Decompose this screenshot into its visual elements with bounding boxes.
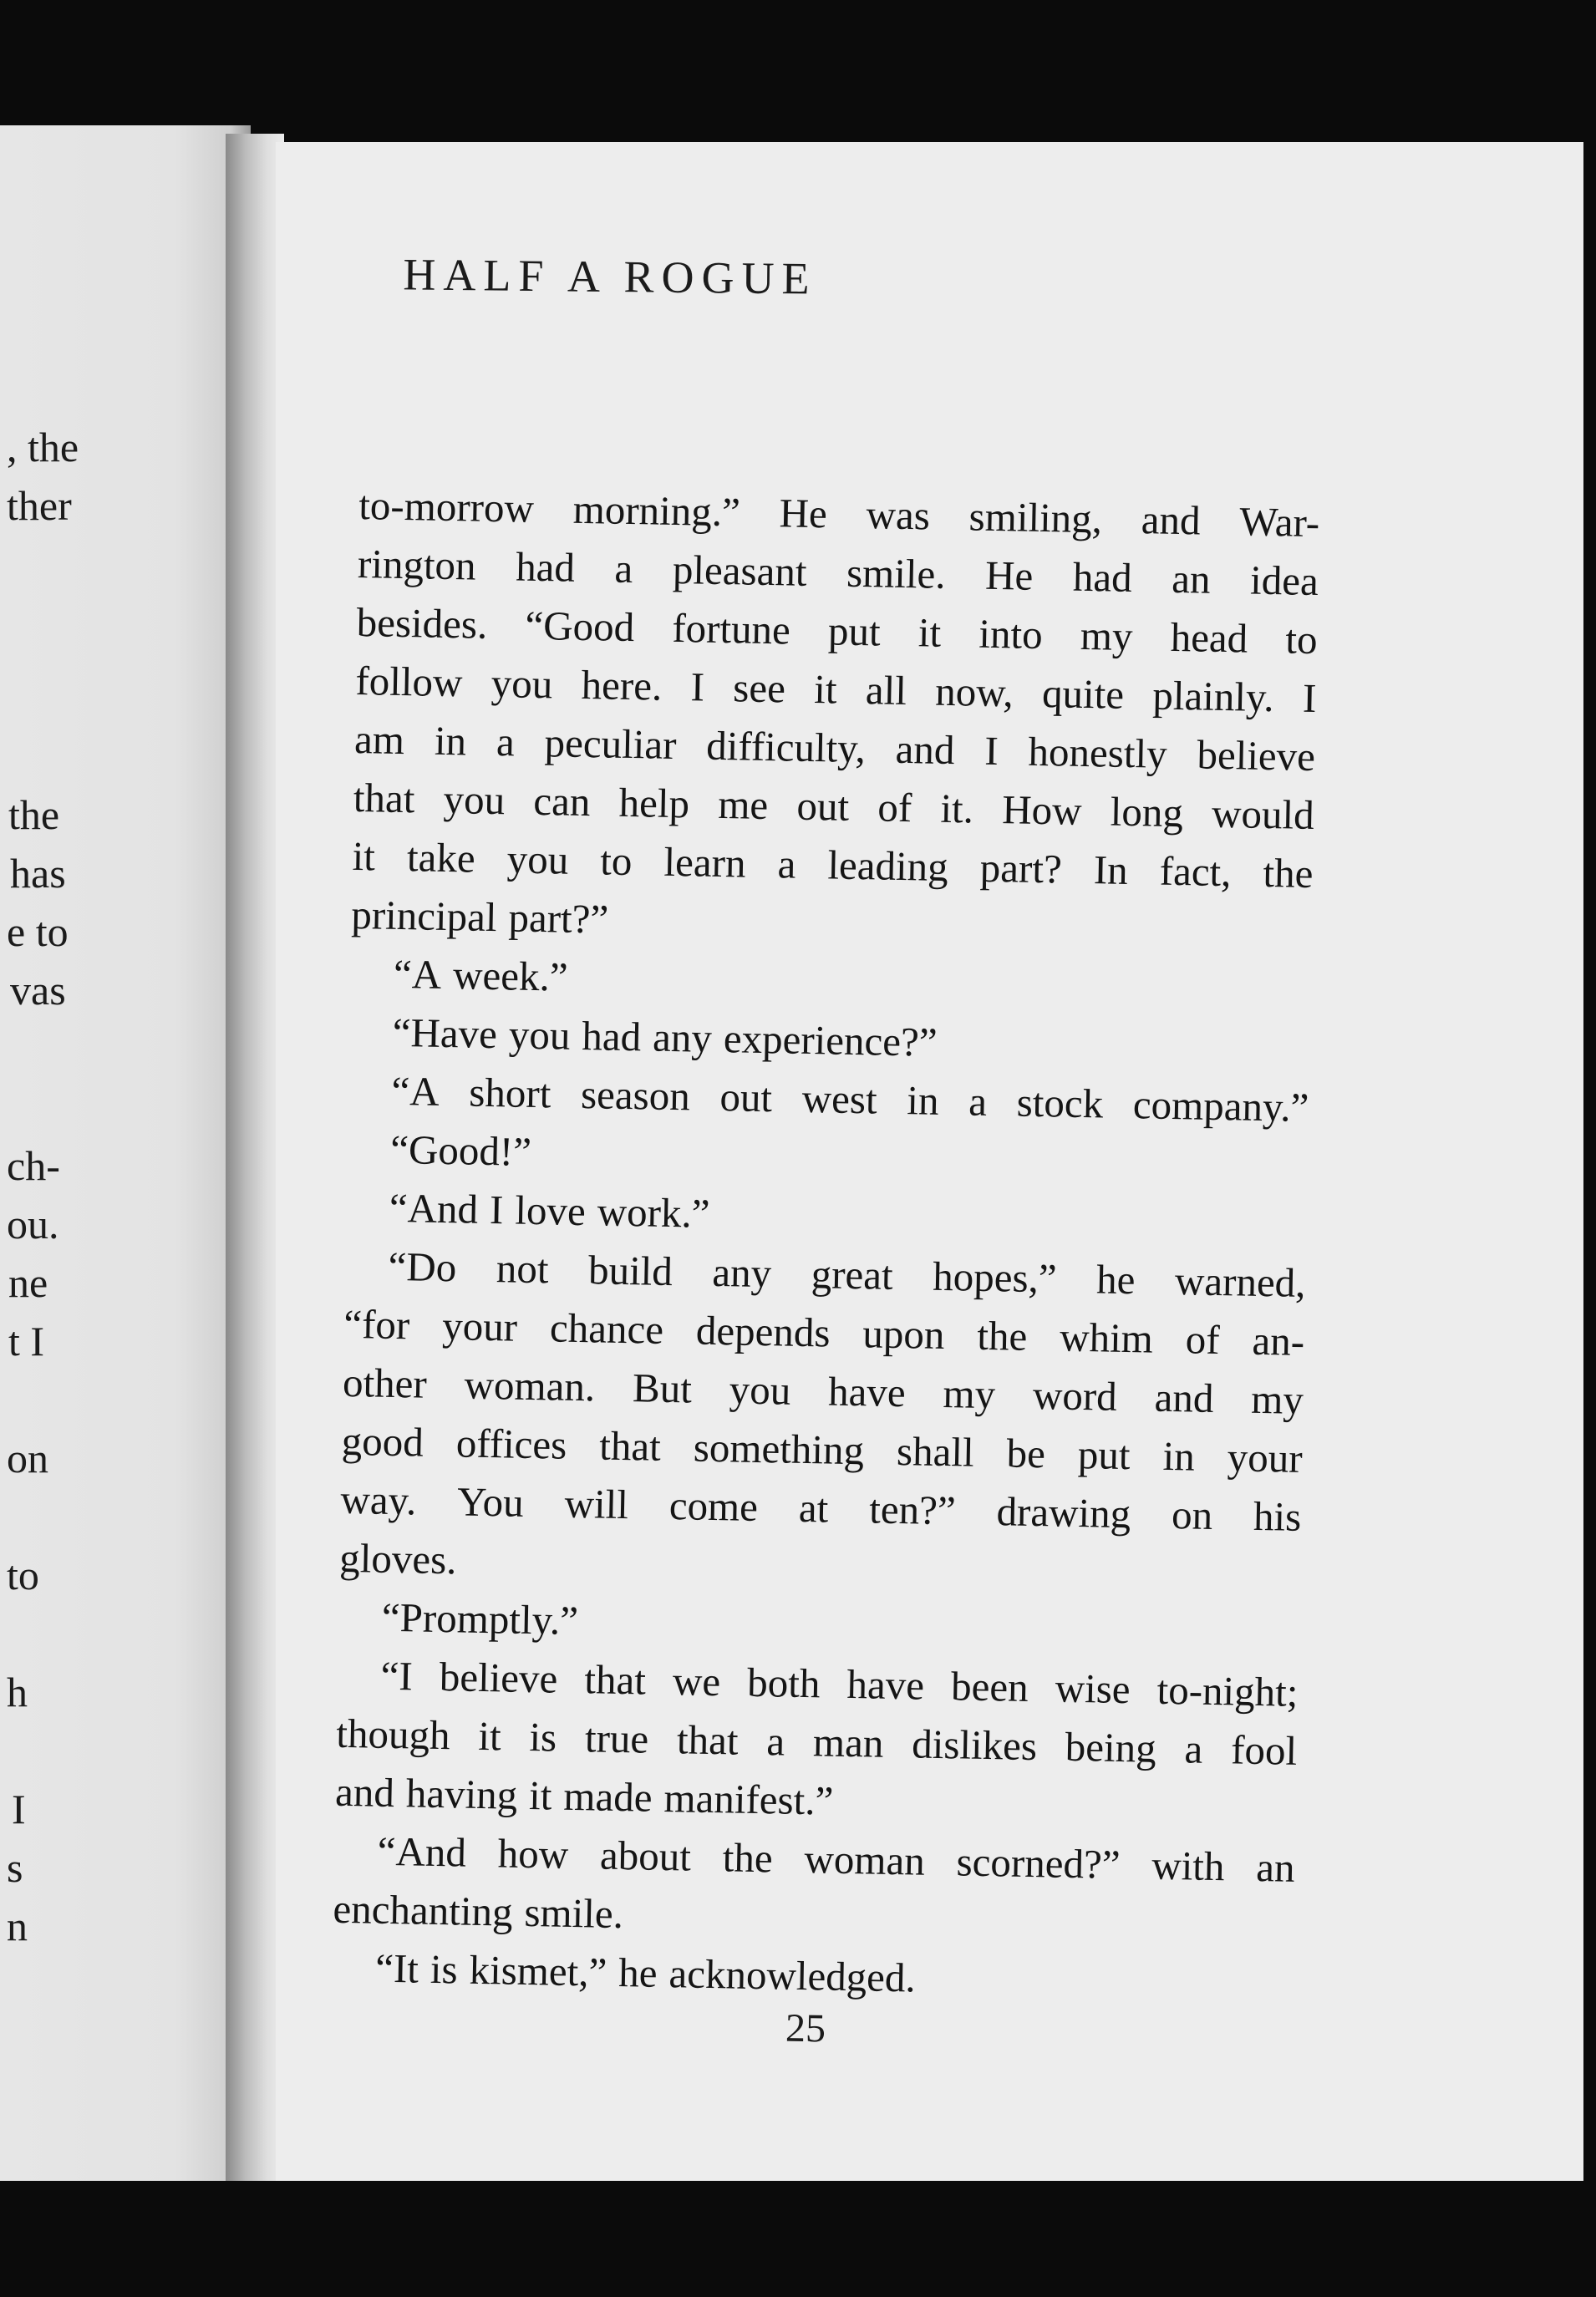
word: idea xyxy=(1249,556,1319,605)
word: me xyxy=(717,780,769,829)
facing-page-text-fragment: e to xyxy=(7,908,69,955)
facing-page-text-fragment: has xyxy=(10,850,66,897)
word: He xyxy=(779,490,828,537)
word: and xyxy=(895,725,955,774)
word: his xyxy=(1253,1492,1302,1540)
word: out xyxy=(719,1074,773,1121)
word: difficulty, xyxy=(705,722,867,772)
word: “A xyxy=(391,1067,440,1115)
word: morning.” xyxy=(572,485,741,536)
word: a xyxy=(614,545,633,592)
word: chance xyxy=(549,1304,664,1353)
word: would xyxy=(1211,790,1315,839)
word: any xyxy=(711,1248,772,1297)
word: I xyxy=(690,663,705,710)
word: had xyxy=(1072,553,1133,601)
word: a xyxy=(968,1078,988,1125)
word: smile. xyxy=(524,1888,624,1938)
word: come xyxy=(668,1482,759,1530)
word: had xyxy=(581,1012,642,1060)
word: depends xyxy=(695,1307,831,1356)
word: manifest.” xyxy=(663,1774,834,1824)
word: a xyxy=(496,719,516,765)
word: “Have xyxy=(392,1009,498,1058)
word: “A xyxy=(393,950,442,998)
word: with xyxy=(1151,1842,1225,1890)
word: head xyxy=(1170,613,1248,662)
word: woman xyxy=(804,1836,926,1884)
word: you xyxy=(443,775,506,824)
word: having xyxy=(405,1770,518,1818)
facing-page-text-fragment: vas xyxy=(10,967,66,1014)
word: season xyxy=(580,1070,691,1120)
word: kismet,” xyxy=(469,1946,607,1995)
page-body-text xyxy=(332,476,1320,2015)
word: part?” xyxy=(508,894,609,943)
word: help xyxy=(618,779,690,827)
word: my xyxy=(1250,1375,1304,1423)
word: the xyxy=(1263,849,1314,897)
word: short xyxy=(468,1069,551,1117)
facing-page-text-fragment: ne xyxy=(8,1259,48,1306)
word: all xyxy=(865,667,907,714)
word: week.” xyxy=(452,952,569,1000)
word: see xyxy=(732,664,786,712)
word: a xyxy=(765,1718,785,1765)
word: a xyxy=(1184,1725,1203,1772)
word: woman. xyxy=(464,1361,596,1410)
page-number: 25 xyxy=(785,2005,826,2051)
word: great xyxy=(811,1251,894,1298)
word: the xyxy=(976,1312,1028,1359)
running-header: HALF A ROGUE xyxy=(403,249,817,304)
word: word xyxy=(1032,1371,1118,1420)
word: is xyxy=(528,1713,557,1761)
word: “I xyxy=(380,1652,414,1700)
facing-page-text-fragment: ch- xyxy=(7,1142,60,1189)
facing-page-text-fragment: s xyxy=(7,1844,23,1891)
word: rington xyxy=(357,540,477,589)
word: take xyxy=(406,834,476,882)
word: he xyxy=(1095,1256,1136,1303)
word: leading xyxy=(826,841,949,890)
word: I xyxy=(489,1187,504,1233)
word: part? xyxy=(979,844,1063,892)
word: your xyxy=(1227,1434,1304,1481)
word: at xyxy=(798,1484,829,1532)
facing-page-text-fragment: , the xyxy=(7,424,79,470)
word: you xyxy=(508,1011,571,1059)
word: true xyxy=(584,1715,649,1762)
facing-page-text-fragment: h xyxy=(7,1669,28,1715)
word: to-night; xyxy=(1156,1666,1299,1715)
word: principal xyxy=(350,891,498,941)
word: besides. xyxy=(356,598,488,648)
word: though xyxy=(335,1710,451,1759)
word: “Good!” xyxy=(389,1126,532,1175)
facing-page xyxy=(0,125,251,2181)
word: “for xyxy=(343,1300,410,1349)
word: learn xyxy=(663,838,747,887)
word: experience?” xyxy=(723,1015,938,1065)
word: you xyxy=(729,1366,791,1414)
word: a xyxy=(777,841,796,887)
word: and xyxy=(1154,1374,1214,1421)
word: made xyxy=(562,1772,653,1821)
word: here. xyxy=(581,661,663,709)
word: dislikes xyxy=(911,1720,1038,1770)
word: drawing xyxy=(996,1488,1131,1537)
facing-page-text-fragment: I xyxy=(12,1786,26,1832)
word: plainly. xyxy=(1151,672,1275,721)
word: an xyxy=(1255,1843,1296,1891)
word: my xyxy=(943,1370,996,1418)
word: You xyxy=(456,1478,525,1526)
word: something xyxy=(693,1424,865,1474)
word: it xyxy=(352,832,376,880)
word: stock xyxy=(1016,1079,1104,1127)
word: warned, xyxy=(1174,1258,1306,1306)
word: other xyxy=(342,1359,428,1407)
word: that xyxy=(598,1422,662,1470)
word: I xyxy=(1302,674,1317,722)
word: how xyxy=(497,1830,569,1878)
word: fool xyxy=(1230,1726,1298,1774)
word: offices xyxy=(455,1420,567,1468)
word: hopes,” xyxy=(932,1253,1058,1302)
word: But xyxy=(632,1364,693,1412)
word: acknowledged. xyxy=(668,1950,917,2001)
facing-page-text-fragment: to xyxy=(7,1552,39,1598)
word: any xyxy=(652,1014,713,1061)
word: “Promptly.” xyxy=(381,1593,579,1644)
word: an xyxy=(1171,555,1212,602)
word: it xyxy=(528,1771,552,1819)
facing-page-text-fragment: the xyxy=(8,791,60,838)
word: long xyxy=(1110,788,1184,836)
word: good xyxy=(341,1417,424,1466)
word: fortune xyxy=(671,604,791,653)
word: now, xyxy=(934,668,1014,716)
word: How xyxy=(1001,786,1083,834)
word: work.” xyxy=(597,1188,710,1237)
word: being xyxy=(1065,1723,1157,1771)
word: in xyxy=(906,1077,940,1124)
word: about xyxy=(599,1832,692,1880)
word: been xyxy=(950,1663,1029,1710)
word: upon xyxy=(862,1310,945,1359)
word: it xyxy=(813,666,838,713)
facing-page-text-fragment: ou. xyxy=(7,1201,59,1248)
facing-page-text-fragment: n xyxy=(7,1903,28,1949)
word: War- xyxy=(1238,498,1320,546)
word: that xyxy=(353,774,415,822)
word: peculiar xyxy=(544,719,677,769)
word: build xyxy=(587,1247,673,1295)
word: west xyxy=(801,1075,878,1123)
word: smile. xyxy=(846,549,947,597)
word: it xyxy=(917,609,942,656)
word: ten?” xyxy=(868,1486,957,1534)
word: he xyxy=(618,1949,658,1996)
word: wise xyxy=(1055,1664,1131,1713)
word: it. xyxy=(939,785,974,832)
word: out xyxy=(796,782,850,830)
word: not xyxy=(496,1245,550,1293)
word: I xyxy=(984,727,999,775)
word: “And xyxy=(377,1827,467,1876)
word: and xyxy=(1141,496,1202,544)
word: in xyxy=(1162,1432,1196,1480)
word: quite xyxy=(1041,670,1125,718)
word: shall xyxy=(896,1427,975,1476)
word: believe xyxy=(1197,731,1316,780)
word: whim xyxy=(1059,1314,1154,1362)
word: of xyxy=(1185,1316,1221,1364)
word: honestly xyxy=(1028,728,1168,777)
word: into xyxy=(978,610,1044,658)
word: to-morrow xyxy=(358,481,535,531)
word: follow xyxy=(355,657,463,706)
word: enchanting xyxy=(333,1885,514,1935)
word: be xyxy=(1006,1430,1046,1477)
word: am xyxy=(353,715,405,764)
word: to xyxy=(599,837,633,885)
word: on xyxy=(1171,1492,1213,1538)
facing-page-text-fragment: on xyxy=(7,1435,48,1481)
word: my xyxy=(1080,612,1134,659)
word: we xyxy=(672,1658,721,1705)
word: had xyxy=(515,543,576,591)
word: you xyxy=(490,659,553,708)
word: “Do xyxy=(388,1243,457,1291)
word: was xyxy=(866,491,931,539)
word: is xyxy=(429,1945,459,1993)
word: put xyxy=(827,607,882,655)
word: scorned?” xyxy=(956,1838,1121,1888)
word: fact, xyxy=(1159,847,1232,896)
facing-page-text-fragment: t I xyxy=(8,1318,45,1364)
word: man xyxy=(812,1719,884,1766)
word: put xyxy=(1077,1431,1131,1479)
word: In xyxy=(1093,846,1129,893)
word: have xyxy=(827,1368,907,1416)
word: in xyxy=(434,717,467,765)
word: an- xyxy=(1252,1317,1305,1364)
word: it xyxy=(477,1712,502,1760)
word: company.” xyxy=(1132,1081,1309,1131)
word: “It xyxy=(374,1944,419,1992)
word: “Good xyxy=(525,602,635,651)
word: believe xyxy=(439,1654,558,1702)
word: you xyxy=(506,836,569,883)
word: “And xyxy=(389,1184,479,1232)
facing-page-text-fragment: ther xyxy=(7,482,72,529)
word: to xyxy=(1284,616,1319,663)
word: of xyxy=(877,784,912,831)
word: way. xyxy=(340,1476,417,1524)
word: He xyxy=(984,551,1034,599)
word: your xyxy=(441,1302,518,1350)
word: pleasant xyxy=(672,546,808,595)
word: gloves. xyxy=(338,1534,457,1583)
word: and xyxy=(334,1768,395,1817)
word: that xyxy=(583,1656,647,1704)
word: will xyxy=(564,1480,629,1528)
word: can xyxy=(532,777,591,826)
word: smiling, xyxy=(968,493,1103,542)
word: the xyxy=(722,1834,774,1882)
word: that xyxy=(676,1716,740,1764)
word: both xyxy=(746,1659,821,1707)
word: have xyxy=(846,1660,925,1709)
word: love xyxy=(514,1187,587,1235)
